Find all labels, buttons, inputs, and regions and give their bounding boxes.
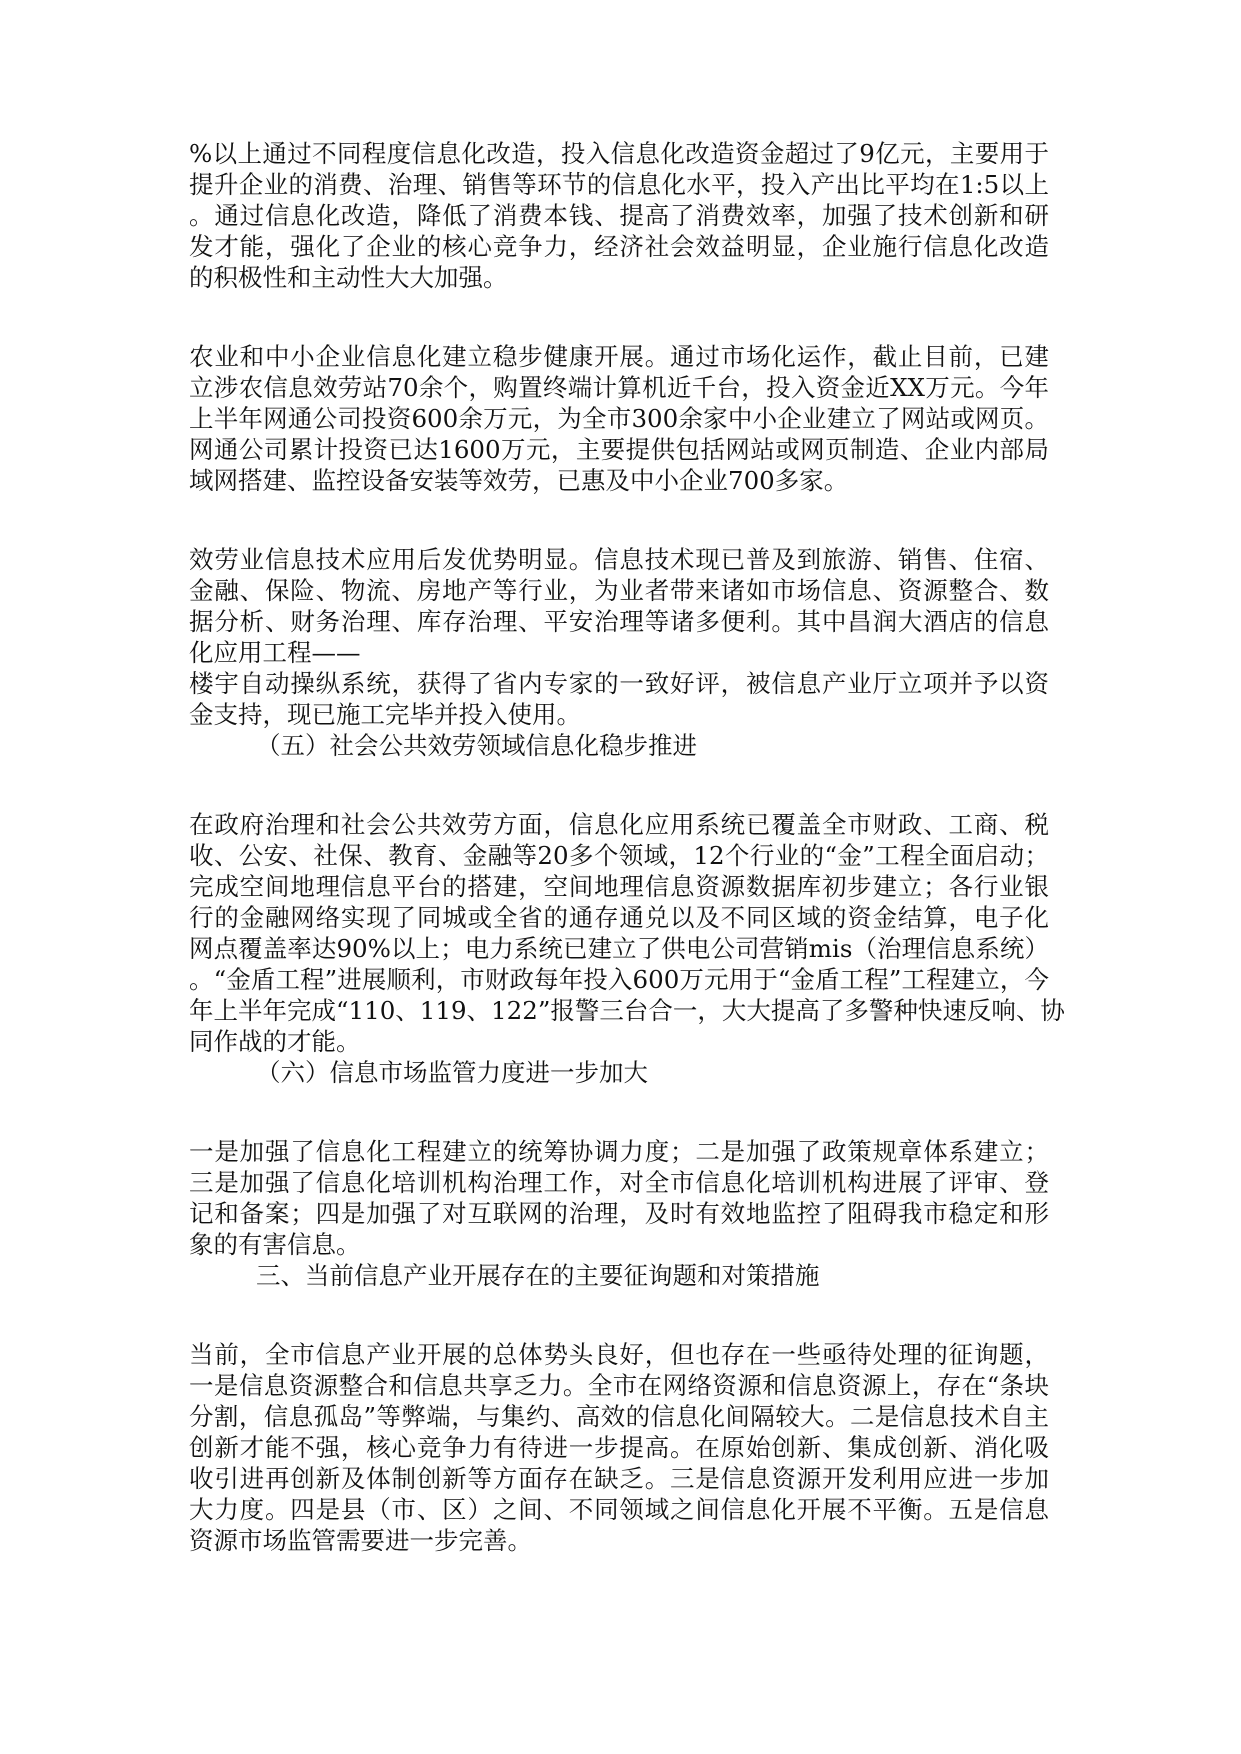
text-line: 收引进再创新及体制创新等方面存在缺乏。三是信息资源开发利用应进一步加 <box>189 1464 1049 1493</box>
text-line: 年上半年完成“110、119、122”报警三台合一，大大提高了多警种快速反响、协 <box>189 996 1065 1025</box>
text-line: 提升企业的消费、治理、销售等环节的信息化水平，投入产出比平均在1:5以上 <box>189 170 1049 199</box>
text-line: 完成空间地理信息平台的搭建，空间地理信息资源数据库初步建立；各行业银 <box>189 872 1049 901</box>
text-line: 的积极性和主动性大大加强。 <box>189 263 508 292</box>
text-line: 网点覆盖率达90%以上；电力系统已建立了供电公司营销mis（治理信息系统） <box>189 934 1049 963</box>
text-line: 一是加强了信息化工程建立的统筹协调力度；二是加强了政策规章体系建立； <box>189 1137 1049 1166</box>
text-line: 资源市场监管需要进一步完善。 <box>189 1526 532 1555</box>
text-line: 发才能，强化了企业的核心竞争力，经济社会效益明显，企业施行信息化改造 <box>189 232 1049 261</box>
text-line: 创新才能不强，核心竞争力有待进一步提高。在原始创新、集成创新、消化吸 <box>189 1433 1049 1462</box>
section-heading: （五）社会公共效劳领域信息化稳步推进 <box>256 731 697 760</box>
text-line: 化应用工程—— <box>189 638 361 667</box>
text-line: 效劳业信息技术应用后发优势明显。信息技术现已普及到旅游、销售、住宿、 <box>189 545 1049 574</box>
text-line: 在政府治理和社会公共效劳方面，信息化应用系统已覆盖全市财政、工商、税 <box>189 810 1049 839</box>
text-line: 据分析、财务治理、库存治理、平安治理等诸多便利。其中昌润大酒店的信息 <box>189 607 1049 636</box>
text-line: 金融、保险、物流、房地产等行业，为业者带来诸如市场信息、资源整合、数 <box>189 576 1049 605</box>
text-line: 域网搭建、监控设备安装等效劳，已惠及中小企业700多家。 <box>189 466 849 495</box>
text-line: 金支持，现已施工完毕并投入使用。 <box>189 700 581 729</box>
text-line: 象的有害信息。 <box>189 1230 361 1259</box>
text-line: 农业和中小企业信息化建立稳步健康开展。通过市场化运作，截止目前，已建 <box>189 342 1049 371</box>
text-line: 一是信息资源整合和信息共享乏力。全市在网络资源和信息资源上，存在“条块 <box>189 1371 1049 1400</box>
section-heading: （六）信息市场监管力度进一步加大 <box>256 1058 648 1087</box>
text-line: 立涉农信息效劳站70余个，购置终端计算机近千台，投入资金近XX万元。今年 <box>189 373 1049 402</box>
text-line: 上半年网通公司投资600余万元，为全市300余家中小企业建立了网站或网页。 <box>189 404 1049 433</box>
text-line: 分割，信息孤岛”等弊端，与集约、高效的信息化间隔较大。二是信息技术自主 <box>189 1402 1049 1431</box>
text-line: %以上通过不同程度信息化改造，投入信息化改造资金超过了9亿元，主要用于 <box>189 139 1049 168</box>
text-line: 当前，全市信息产业开展的总体势头良好，但也存在一些亟待处理的征询题， <box>189 1340 1049 1369</box>
text-line: 行的金融网络实现了同城或全省的通存通兑以及不同区域的资金结算，电子化 <box>189 903 1049 932</box>
text-line: 网通公司累计投资已达1600万元，主要提供包括网站或网页制造、企业内部局 <box>189 435 1049 464</box>
text-line: 大力度。四是县（市、区）之间、不同领域之间信息化开展不平衡。五是信息 <box>189 1495 1049 1524</box>
text-line: 记和备案；四是加强了对互联网的治理，及时有效地监控了阻碍我市稳定和形 <box>189 1199 1049 1228</box>
text-line: 。通过信息化改造，降低了消费本钱、提高了消费效率，加强了技术创新和研 <box>189 201 1049 230</box>
text-line: 。“金盾工程”进展顺利，市财政每年投入600万元用于“金盾工程”工程建立，今 <box>189 965 1049 994</box>
text-line: 同作战的才能。 <box>189 1027 361 1056</box>
text-line: 楼宇自动操纵系统，获得了省内专家的一致好评，被信息产业厅立项并予以资 <box>189 669 1049 698</box>
section-heading: 三、当前信息产业开展存在的主要征询题和对策措施 <box>256 1261 820 1290</box>
text-line: 收、公安、社保、教育、金融等20多个领域，12个行业的“金”工程全面启动； <box>189 841 1049 870</box>
text-line: 三是加强了信息化培训机构治理工作，对全市信息化培训机构进展了评审、登 <box>189 1168 1049 1197</box>
